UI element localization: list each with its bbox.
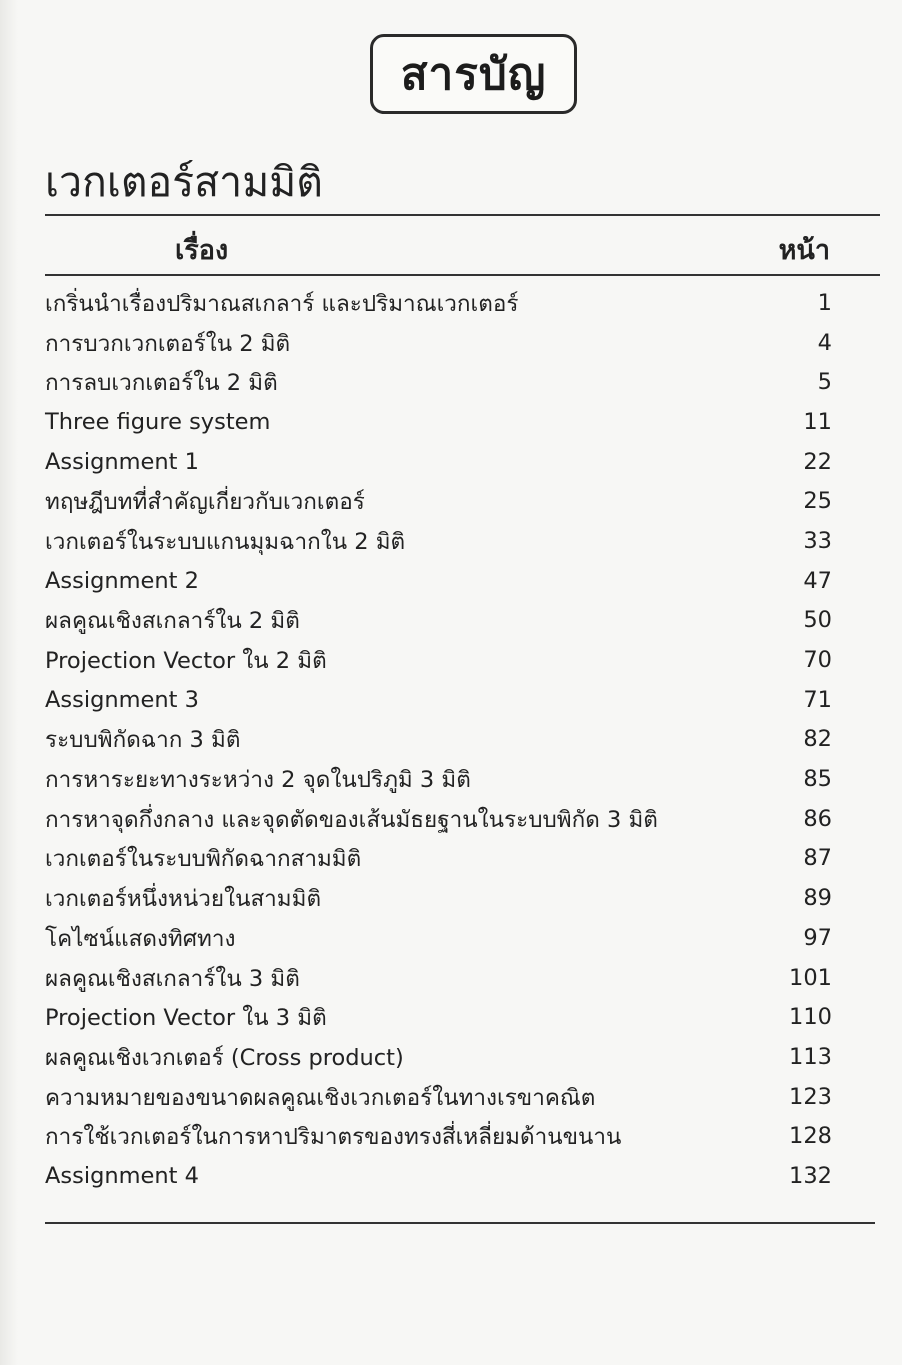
column-header-topic: เรื่อง [175, 235, 229, 266]
toc-entry [45, 680, 832, 720]
top-divider [45, 214, 880, 216]
toc-page-number: 50 [803, 607, 832, 634]
toc-topic: การลบเวกเตอร์ใน 2 มิติ [45, 370, 278, 397]
toc-entry [45, 720, 832, 760]
toc-topic: Assignment 3 [45, 686, 199, 713]
bottom-divider [45, 1222, 875, 1224]
toc-entry [45, 1037, 832, 1077]
toc-topic: Assignment 4 [45, 1162, 199, 1189]
contents-title-box [370, 34, 577, 114]
toc-topic: ผลคูณเชิงเวกเตอร์ (Cross product) [45, 1044, 404, 1071]
toc-entry [45, 878, 832, 918]
toc-entry [45, 918, 832, 958]
toc-page-number: 101 [789, 964, 832, 991]
toc-page-number: 110 [789, 1004, 832, 1031]
toc-entry [45, 839, 832, 879]
toc-topic: Assignment 1 [45, 448, 199, 475]
toc-page-number: 1 [817, 289, 832, 316]
toc-entry [45, 640, 832, 680]
toc-topic: ผลคูณเชิงสเกลาร์ใน 2 มิติ [45, 608, 300, 635]
contents-title: สารบัญ [400, 49, 547, 100]
toc-entry [45, 561, 832, 601]
toc-page-number: 11 [803, 408, 832, 435]
toc-entry [45, 283, 832, 323]
toc-page-number: 25 [803, 488, 832, 515]
toc-topic: การใช้เวกเตอร์ในการหาปริมาตรของทรงสี่เหลี่ยมด้านขนาน [45, 1124, 622, 1151]
toc-topic: ระบบพิกัดฉาก 3 มิติ [45, 727, 241, 754]
toc-entry [45, 402, 832, 442]
toc-entry [45, 521, 832, 561]
toc-page-number: 85 [803, 766, 832, 793]
toc-page-number: 132 [789, 1162, 832, 1189]
toc-page-number: 86 [803, 805, 832, 832]
toc-entry [45, 1156, 832, 1196]
toc-page-number: 128 [789, 1123, 832, 1150]
toc-entry [45, 481, 832, 521]
toc-topic: ความหมายของขนาดผลคูณเชิงเวกเตอร์ในทางเรขาคณิต [45, 1084, 596, 1111]
toc-topic: ผลคูณเชิงสเกลาร์ใน 3 มิติ [45, 965, 300, 992]
toc-entry [45, 601, 832, 641]
toc-page-number: 47 [803, 567, 832, 594]
toc-topic: ทฤษฎีบทที่สำคัญเกี่ยวกับเวกเตอร์ [45, 489, 365, 516]
toc-entry [45, 362, 832, 402]
toc-page-number: 4 [817, 329, 832, 356]
toc-topic: การบวกเวกเตอร์ใน 2 มิติ [45, 330, 291, 357]
toc-entry [45, 997, 832, 1037]
column-header-page: หน้า [778, 235, 830, 266]
toc-topic: เกริ่นนำเรื่องปริมาณสเกลาร์ และปริมาณเวกเตอร์ [45, 290, 519, 317]
toc-topic: Three figure system [45, 408, 271, 435]
toc-page-number: 97 [803, 924, 832, 951]
table-of-contents [45, 283, 832, 1196]
header-divider [45, 274, 880, 276]
toc-page-number: 82 [803, 726, 832, 753]
toc-topic: Assignment 2 [45, 567, 199, 594]
toc-entry [45, 323, 832, 363]
toc-page-number: 123 [789, 1083, 832, 1110]
toc-entry [45, 799, 832, 839]
toc-page-number: 113 [789, 1043, 832, 1070]
toc-entry [45, 759, 832, 799]
toc-page-number: 71 [803, 686, 832, 713]
toc-entry [45, 958, 832, 998]
toc-topic: เวกเตอร์หนึ่งหน่วยในสามมิติ [45, 886, 322, 913]
toc-entry [45, 442, 832, 482]
toc-entry [45, 1116, 832, 1156]
toc-topic: การหาจุดกึ่งกลาง และจุดตัดของเส้นมัธยฐานในระบบพิกัด 3 มิติ [45, 806, 658, 833]
toc-topic: Projection Vector ใน 3 มิติ [45, 1005, 327, 1032]
toc-topic: Projection Vector ใน 2 มิติ [45, 648, 327, 675]
toc-page-number: 22 [803, 448, 832, 475]
toc-page-number: 5 [817, 369, 832, 396]
toc-topic: โคไซน์แสดงทิศทาง [45, 925, 236, 952]
toc-entry [45, 1077, 832, 1117]
toc-topic: เวกเตอร์ในระบบแกนมุมฉากใน 2 มิติ [45, 528, 406, 555]
toc-page-number: 70 [803, 647, 832, 674]
toc-page-number: 89 [803, 885, 832, 912]
toc-topic: เวกเตอร์ในระบบพิกัดฉากสามมิติ [45, 846, 362, 873]
toc-page-number: 33 [803, 527, 832, 554]
toc-topic: การหาระยะทางระหว่าง 2 จุดในปริภูมิ 3 มิติ [45, 767, 471, 794]
section-title: เวกเตอร์สามมิติ [45, 158, 323, 206]
toc-page-number: 87 [803, 845, 832, 872]
